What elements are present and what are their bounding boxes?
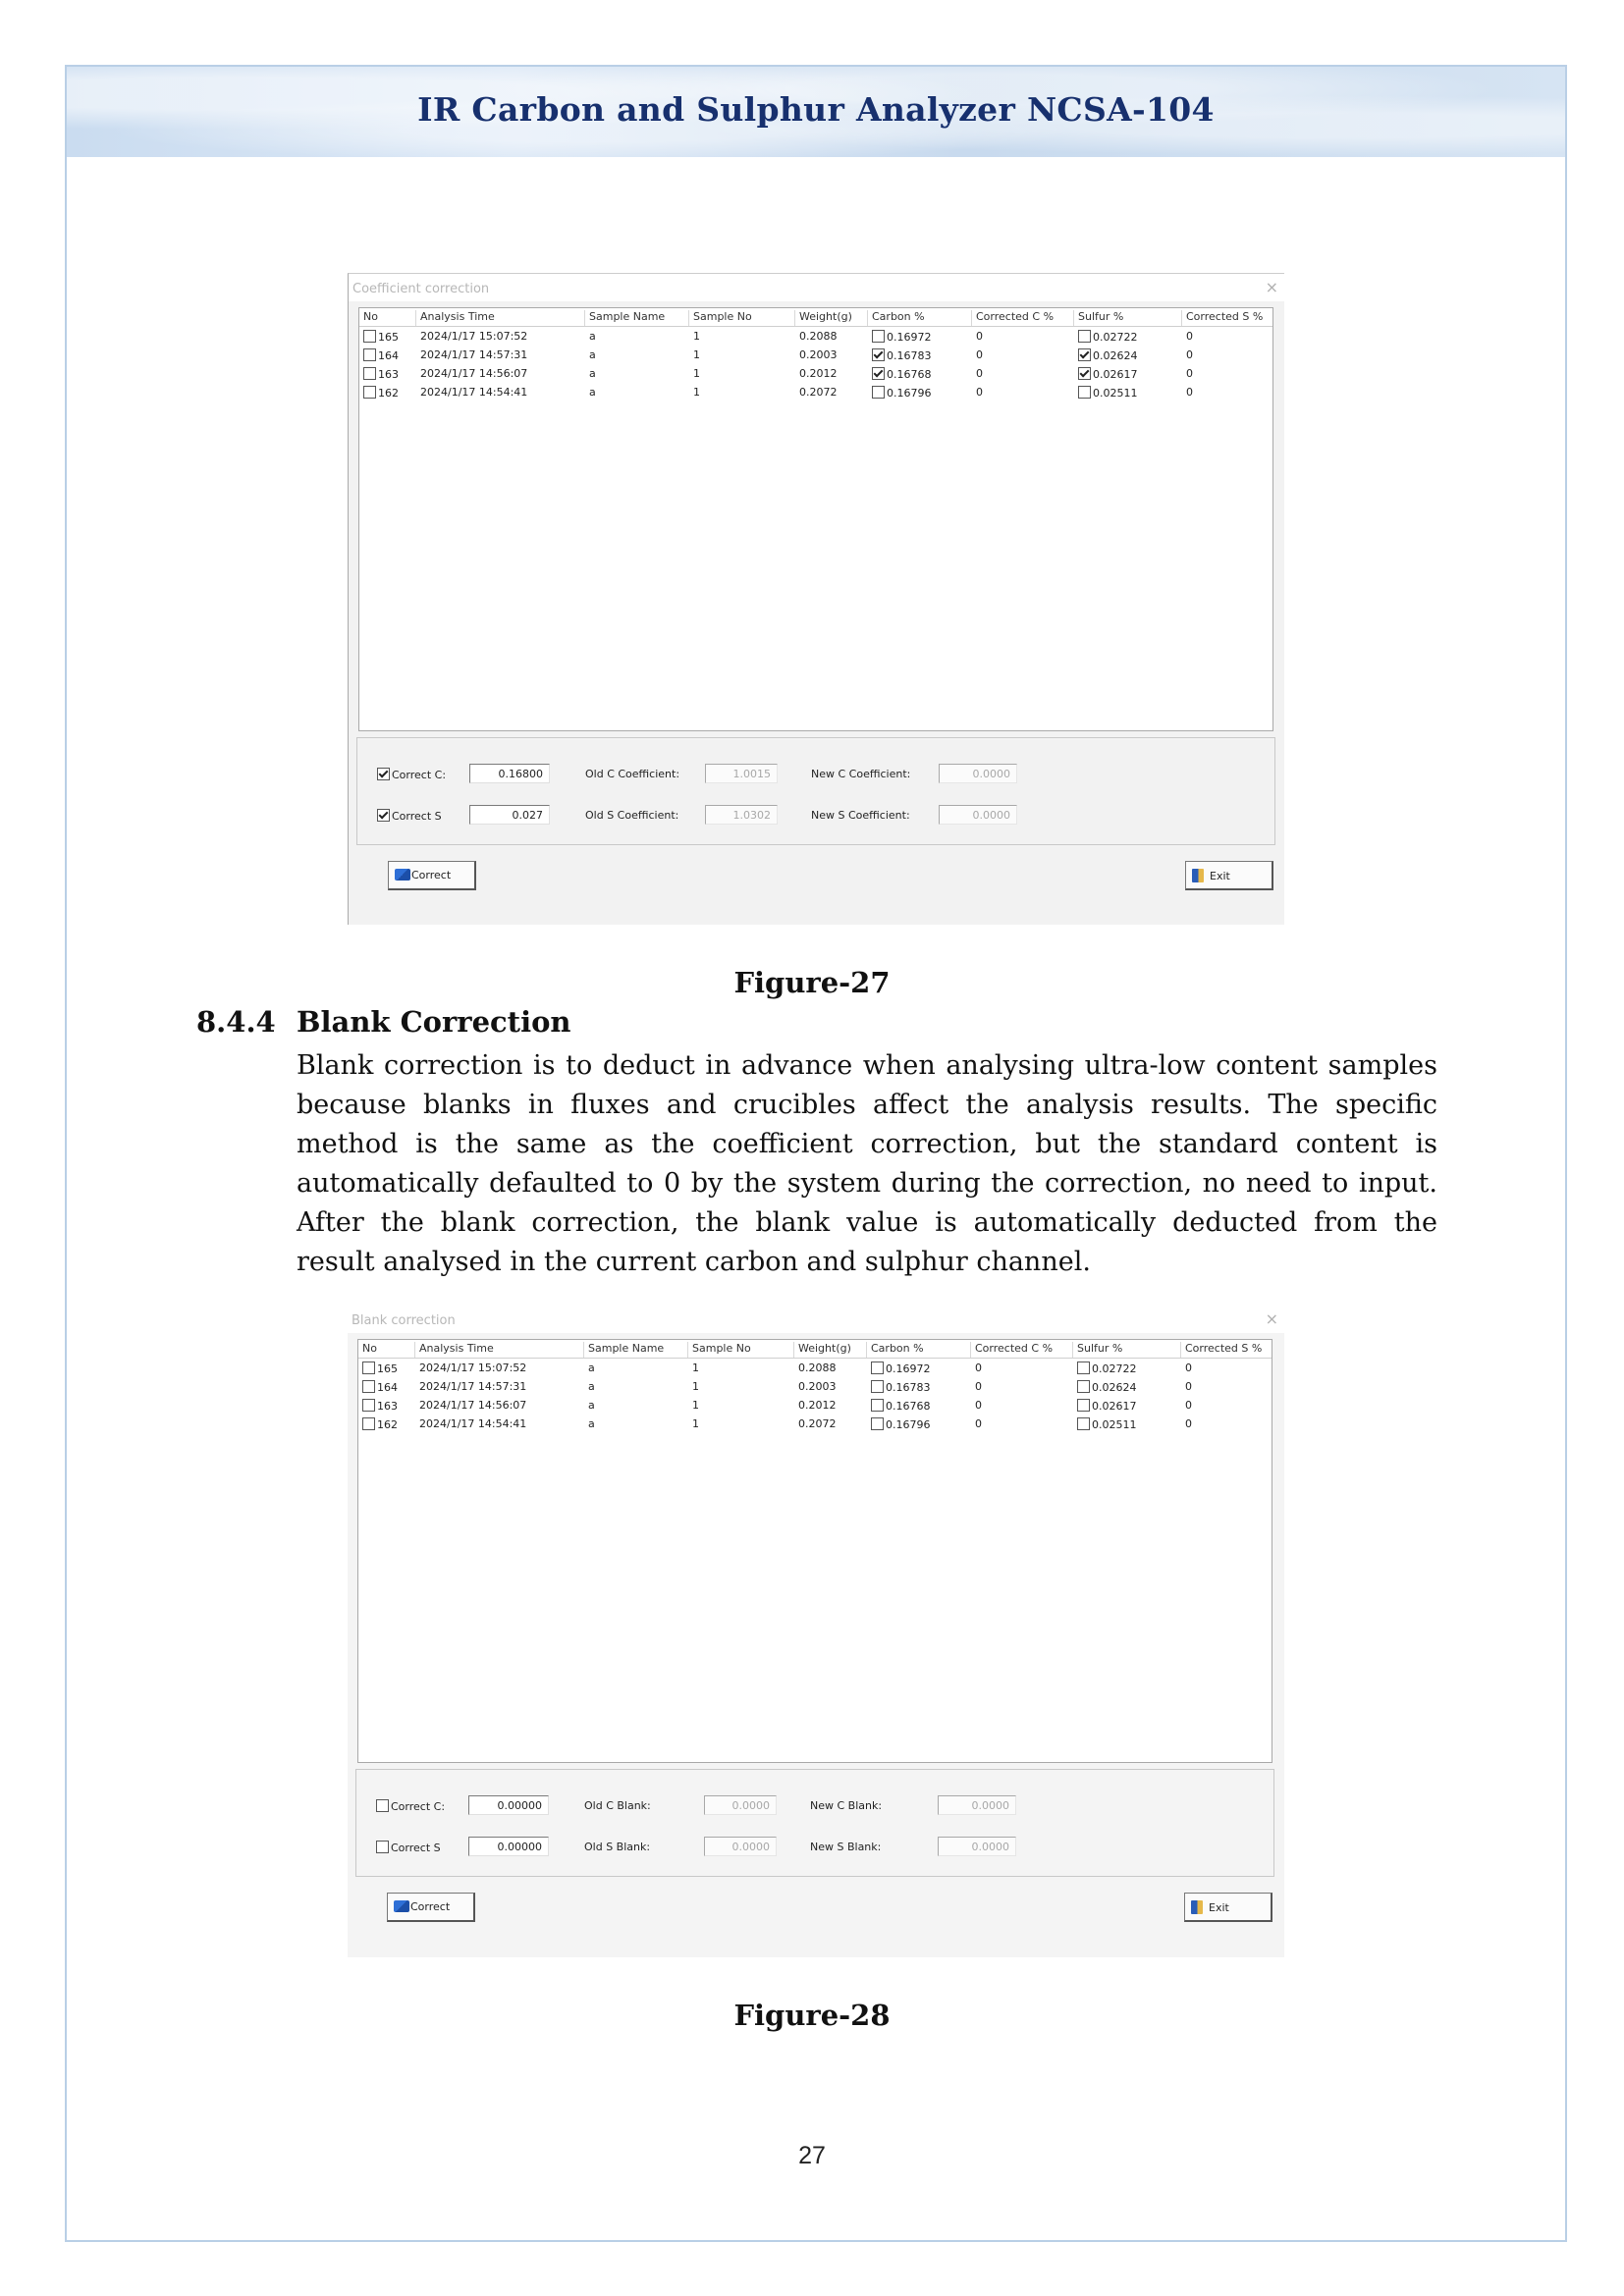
section-number: 8.4.4 [196, 1005, 276, 1039]
cell-sulfur-text: 0.02722 [1092, 1362, 1137, 1375]
cell-sample-no-text: 1 [692, 1362, 699, 1374]
cell-weight-text: 0.2072 [798, 1417, 837, 1430]
cell-sample-no [693, 386, 700, 399]
cell-analysis-time-text: 2024/1/17 14:54:41 [419, 1417, 527, 1430]
cell-sulfur-text: 0.02617 [1092, 1400, 1137, 1413]
cell-corrected-s [1185, 1362, 1192, 1374]
col-header-sample-no[interactable]: Sample No [689, 310, 795, 326]
correct-icon [394, 1900, 409, 1912]
table-row[interactable] [359, 365, 1272, 384]
cell-weight [798, 1380, 837, 1393]
cell-carbon-text: 0.16768 [886, 1400, 931, 1413]
cell-corrected-s-text: 0 [1186, 348, 1193, 361]
cell-corrected-c [975, 1417, 982, 1430]
col-header-sample-no[interactable]: Sample No [688, 1342, 794, 1358]
results-grid[interactable] [357, 1339, 1272, 1763]
cell-corrected-s [1185, 1417, 1192, 1430]
table-row[interactable] [358, 1378, 1272, 1397]
cell-corrected-s [1186, 348, 1193, 361]
correct-button-label: Correct [411, 869, 452, 881]
dialog-title: Coefficient correction [352, 282, 490, 296]
table-row[interactable] [358, 1360, 1272, 1378]
cell-sample-name-text: a [588, 1380, 595, 1393]
cell-sample-name-text: a [589, 367, 596, 380]
checkbox-icon [362, 1417, 375, 1430]
cell-corrected-s-text: 0 [1185, 1417, 1192, 1430]
col-header-weight[interactable]: Weight(g) [795, 310, 868, 326]
cell-carbon-text: 0.16972 [887, 331, 932, 344]
old-c-coefficient-label: Old C Coefficient: [585, 768, 680, 780]
cell-sample-no [692, 1399, 699, 1412]
checkbox-icon [872, 367, 885, 380]
old-c-blank-field: 0.0000 [704, 1795, 777, 1815]
cell-sulfur[interactable] [1077, 1417, 1137, 1431]
col-header-sulfur[interactable]: Sulfur % [1073, 1342, 1181, 1358]
cell-corrected-c [976, 367, 983, 380]
cell-weight-text: 0.2012 [798, 1399, 837, 1412]
cell-corrected-c [976, 330, 983, 343]
cell-carbon[interactable] [872, 330, 932, 344]
col-header-corrected-c[interactable]: Corrected C % [971, 1342, 1073, 1358]
cell-no[interactable] [362, 1362, 398, 1375]
correct-c-label: Correct C: [391, 1800, 446, 1813]
paragraph-line: because blanks in fluxes and crucibles affect the analysis results. The specific [297, 1090, 1437, 1120]
checkbox-icon [1077, 1380, 1090, 1393]
cell-sulfur-text: 0.02624 [1092, 1381, 1137, 1394]
checkbox-icon [362, 1362, 375, 1374]
col-header-no[interactable]: No [359, 310, 416, 326]
cell-no[interactable] [362, 1380, 398, 1394]
cell-analysis-time-text: 2024/1/17 15:07:52 [419, 1362, 527, 1374]
cell-weight [798, 1417, 837, 1430]
correct-s-label: Correct S [392, 810, 442, 823]
page-number: 27 [798, 2142, 826, 2169]
cell-weight [798, 1399, 837, 1412]
cell-analysis-time-text: 2024/1/17 14:57:31 [419, 1380, 527, 1393]
cell-sample-no [693, 367, 700, 380]
cell-sample-name [588, 1380, 595, 1393]
cell-no-text: 162 [378, 387, 399, 400]
cell-corrected-s [1186, 330, 1193, 343]
cell-corrected-c-text: 0 [976, 367, 983, 380]
exit-button-label: Exit [1209, 1901, 1229, 1914]
old-c-coefficient-field: 1.0015 [705, 764, 778, 783]
cell-no[interactable] [362, 1417, 398, 1431]
cell-sulfur-text: 0.02722 [1093, 331, 1138, 344]
dialog-titlebar [349, 274, 1284, 301]
cell-sample-name [588, 1362, 595, 1374]
dialog-body [348, 1333, 1284, 1957]
old-s-blank-label: Old S Blank: [584, 1841, 651, 1853]
cell-no-text: 162 [377, 1418, 398, 1431]
checkbox-icon [871, 1417, 884, 1430]
cell-analysis-time-text: 2024/1/17 14:56:07 [420, 367, 528, 380]
checkbox-icon [1078, 330, 1091, 343]
cell-no[interactable] [363, 330, 399, 344]
correct-button-label: Correct [410, 1900, 451, 1913]
checkbox-icon [1077, 1417, 1090, 1430]
grid-rows [359, 328, 1272, 402]
cell-corrected-s-text: 0 [1185, 1380, 1192, 1393]
correct-s-input[interactable]: 0.00000 [468, 1837, 549, 1856]
correct-c-input[interactable]: 0.16800 [469, 764, 550, 783]
old-s-coefficient-label: Old S Coefficient: [585, 809, 679, 822]
exit-door-icon [1191, 1900, 1203, 1914]
checkbox-icon [362, 1399, 375, 1412]
cell-analysis-time [419, 1417, 526, 1430]
checkbox-icon [377, 809, 390, 822]
cell-sample-no-text: 1 [693, 367, 700, 380]
cell-corrected-s-text: 0 [1186, 367, 1193, 380]
cell-sample-name-text: a [589, 348, 596, 361]
carbon-blank-row [376, 1795, 1264, 1819]
new-c-blank-label: New C Blank: [810, 1799, 883, 1812]
cell-analysis-time [420, 367, 527, 380]
cell-no-text: 163 [377, 1400, 398, 1413]
cell-carbon[interactable] [871, 1362, 931, 1375]
grid-rows [358, 1360, 1272, 1434]
results-grid[interactable] [358, 307, 1273, 731]
cell-carbon-text: 0.16972 [886, 1362, 931, 1375]
col-header-sample-name[interactable]: Sample Name [584, 1342, 688, 1358]
cell-analysis-time [419, 1399, 526, 1412]
cell-carbon-text: 0.16783 [886, 1381, 931, 1394]
table-row[interactable] [359, 384, 1272, 402]
col-header-corrected-s[interactable]: Corrected S % [1186, 310, 1264, 323]
cell-weight-text: 0.2088 [799, 330, 838, 343]
col-header-no[interactable]: No [358, 1342, 415, 1358]
cell-sample-name [589, 330, 596, 343]
cell-sample-no-text: 1 [693, 330, 700, 343]
col-header-sample-name[interactable]: Sample Name [585, 310, 689, 326]
cell-corrected-c-text: 0 [976, 386, 983, 399]
cell-sample-no [692, 1380, 699, 1393]
correct-c-input[interactable]: 0.00000 [468, 1795, 549, 1815]
cell-corrected-s [1186, 367, 1193, 380]
cell-corrected-s-text: 0 [1186, 330, 1193, 343]
cell-analysis-time-text: 2024/1/17 15:07:52 [420, 330, 528, 343]
cell-sample-no [692, 1362, 699, 1374]
cell-weight-text: 0.2072 [799, 386, 838, 399]
close-icon[interactable]: × [1265, 278, 1278, 296]
col-header-weight[interactable]: Weight(g) [794, 1342, 867, 1358]
cell-weight [798, 1362, 837, 1374]
new-s-coefficient-label: New S Coefficient: [811, 809, 910, 822]
cell-sample-name-text: a [589, 330, 596, 343]
correction-settings [356, 737, 1275, 845]
cell-sample-no [693, 348, 700, 361]
grid-header [359, 308, 1272, 327]
new-s-coefficient-field: 0.0000 [939, 805, 1017, 825]
correct-s-checkbox[interactable] [377, 809, 442, 823]
cell-no-text: 163 [378, 368, 399, 381]
cell-sample-name [588, 1399, 595, 1412]
cell-corrected-s [1185, 1380, 1192, 1393]
section-title: Blank Correction [297, 1005, 571, 1039]
correction-settings [355, 1769, 1274, 1877]
cell-carbon[interactable] [871, 1399, 931, 1413]
new-c-coefficient-field: 0.0000 [939, 764, 1017, 783]
cell-analysis-time-text: 2024/1/17 14:54:41 [420, 386, 528, 399]
cell-analysis-time [420, 330, 527, 343]
table-row[interactable] [359, 347, 1272, 365]
dialog-titlebar [348, 1306, 1284, 1333]
cell-sample-no [693, 330, 700, 343]
checkbox-icon [362, 1380, 375, 1393]
new-s-blank-label: New S Blank: [810, 1841, 882, 1853]
cell-weight [799, 330, 838, 343]
checkbox-icon [872, 330, 885, 343]
cell-weight-text: 0.2003 [798, 1380, 837, 1393]
exit-button[interactable] [1184, 1893, 1272, 1922]
cell-no-text: 164 [377, 1381, 398, 1394]
cell-carbon[interactable] [872, 367, 932, 381]
correct-c-checkbox[interactable] [376, 1799, 445, 1813]
paragraph-line: Blank correction is to deduct in advance when analysing ultra-low content samples [297, 1050, 1437, 1081]
cell-corrected-c-text: 0 [975, 1362, 982, 1374]
cell-sample-name-text: a [588, 1399, 595, 1412]
blank-correction-dialog [348, 1306, 1284, 1957]
figure-27-caption: Figure-27 [733, 966, 891, 999]
paragraph-line: automatically defaulted to 0 by the system during the correction, no need to input. [297, 1168, 1437, 1199]
dialog-body [349, 301, 1284, 925]
checkbox-icon [872, 348, 885, 361]
cell-carbon[interactable] [871, 1417, 931, 1431]
correct-c-label: Correct C: [392, 769, 447, 781]
checkbox-icon [1077, 1399, 1090, 1412]
correct-s-label: Correct S [391, 1842, 441, 1854]
checkbox-icon [871, 1399, 884, 1412]
cell-carbon-text: 0.16796 [887, 387, 932, 400]
cell-carbon[interactable] [872, 348, 932, 362]
cell-sulfur-text: 0.02511 [1092, 1418, 1137, 1431]
table-row[interactable] [358, 1397, 1272, 1415]
cell-analysis-time [419, 1362, 526, 1374]
cell-sample-name [589, 386, 596, 399]
cell-sample-name-text: a [588, 1362, 595, 1374]
exit-button[interactable] [1185, 861, 1273, 890]
cell-corrected-c-text: 0 [975, 1399, 982, 1412]
checkbox-icon [1077, 1362, 1090, 1374]
cell-weight-text: 0.2003 [799, 348, 838, 361]
cell-corrected-s [1186, 386, 1193, 399]
cell-weight-text: 0.2012 [799, 367, 838, 380]
section-heading [196, 1005, 571, 1039]
cell-sulfur[interactable] [1078, 330, 1138, 344]
table-row[interactable] [358, 1415, 1272, 1434]
cell-sample-name [588, 1417, 595, 1430]
checkbox-icon [376, 1799, 389, 1812]
cell-analysis-time [419, 1380, 526, 1393]
cell-carbon[interactable] [872, 386, 932, 400]
cell-weight [799, 367, 838, 380]
correct-s-checkbox[interactable] [376, 1841, 441, 1854]
checkbox-icon [1078, 386, 1091, 399]
old-s-blank-field: 0.0000 [704, 1837, 777, 1856]
cell-weight [799, 386, 838, 399]
page-header [67, 67, 1565, 157]
cell-sample-no-text: 1 [692, 1380, 699, 1393]
checkbox-icon [377, 768, 390, 780]
cell-sulfur[interactable] [1078, 348, 1138, 362]
correct-icon [395, 869, 410, 881]
correct-button[interactable] [387, 1893, 475, 1922]
cell-corrected-s-text: 0 [1185, 1362, 1192, 1374]
cell-sulfur[interactable] [1077, 1380, 1137, 1394]
cell-sample-no [692, 1417, 699, 1430]
correct-s-input[interactable]: 0.027 [469, 805, 550, 825]
cell-no-text: 165 [377, 1362, 398, 1375]
cell-sulfur[interactable] [1077, 1399, 1137, 1413]
cell-sulfur-text: 0.02624 [1093, 349, 1138, 362]
checkbox-icon [376, 1841, 389, 1853]
checkbox-icon [363, 386, 376, 399]
cell-sample-name [589, 367, 596, 380]
cell-weight-text: 0.2088 [798, 1362, 837, 1374]
cell-corrected-c [975, 1380, 982, 1393]
checkbox-icon [872, 386, 885, 399]
cell-carbon[interactable] [871, 1380, 931, 1394]
cell-sample-name [589, 348, 596, 361]
grid-header [358, 1340, 1272, 1359]
cell-carbon-text: 0.16783 [887, 349, 932, 362]
header-title: IR Carbon and Sulphur Analyzer NCSA-104 [417, 90, 1215, 129]
cell-no[interactable] [363, 348, 399, 362]
checkbox-icon [1078, 367, 1091, 380]
cell-sample-no-text: 1 [692, 1399, 699, 1412]
cell-corrected-c-text: 0 [976, 330, 983, 343]
cell-sulfur-text: 0.02511 [1093, 387, 1138, 400]
paragraph-line: method is the same as the coefficient correction, but the standard content is [297, 1129, 1437, 1159]
sulfur-blank-row [376, 1837, 1264, 1860]
cell-sample-no-text: 1 [693, 348, 700, 361]
cell-corrected-s-text: 0 [1185, 1399, 1192, 1412]
cell-no-text: 164 [378, 349, 399, 362]
old-s-coefficient-field: 1.0302 [705, 805, 778, 825]
col-header-sulfur[interactable]: Sulfur % [1074, 310, 1182, 326]
cell-sulfur-text: 0.02617 [1093, 368, 1138, 381]
new-c-coefficient-label: New C Coefficient: [811, 768, 911, 780]
cell-analysis-time-text: 2024/1/17 14:56:07 [419, 1399, 527, 1412]
cell-sulfur[interactable] [1078, 386, 1138, 400]
close-icon[interactable]: × [1265, 1309, 1278, 1328]
dialog-title: Blank correction [352, 1313, 456, 1328]
paragraph-line: After the blank correction, the blank value is automatically deducted from the [297, 1207, 1437, 1238]
exit-button-label: Exit [1210, 870, 1230, 882]
exit-door-icon [1192, 869, 1204, 882]
cell-carbon-text: 0.16768 [887, 368, 932, 381]
old-c-blank-label: Old C Blank: [584, 1799, 651, 1812]
sulfur-correction-row [377, 805, 1265, 828]
cell-corrected-s [1185, 1399, 1192, 1412]
cell-corrected-c-text: 0 [975, 1380, 982, 1393]
cell-corrected-c [976, 386, 983, 399]
col-header-analysis-time[interactable]: Analysis Time [415, 1342, 584, 1358]
cell-sulfur[interactable] [1077, 1362, 1137, 1375]
correct-c-checkbox[interactable] [377, 768, 446, 781]
checkbox-icon [871, 1362, 884, 1374]
checkbox-icon [871, 1380, 884, 1393]
correct-button[interactable] [388, 861, 476, 890]
checkbox-icon [1078, 348, 1091, 361]
cell-corrected-c [975, 1399, 982, 1412]
carbon-correction-row [377, 764, 1265, 787]
cell-analysis-time-text: 2024/1/17 14:57:31 [420, 348, 528, 361]
col-header-analysis-time[interactable]: Analysis Time [416, 310, 585, 326]
cell-corrected-c-text: 0 [975, 1417, 982, 1430]
paragraph-line: result analysed in the current carbon and sulphur channel. [297, 1247, 1091, 1277]
cell-weight [799, 348, 838, 361]
cell-analysis-time [420, 386, 527, 399]
cell-no-text: 165 [378, 331, 399, 344]
cell-sample-no-text: 1 [692, 1417, 699, 1430]
cell-no[interactable] [362, 1399, 398, 1413]
cell-no[interactable] [363, 386, 399, 400]
checkbox-icon [363, 330, 376, 343]
cell-corrected-c-text: 0 [976, 348, 983, 361]
new-c-blank-field: 0.0000 [938, 1795, 1016, 1815]
checkbox-icon [363, 348, 376, 361]
col-header-carbon[interactable]: Carbon % [867, 1342, 971, 1358]
cell-corrected-s-text: 0 [1186, 386, 1193, 399]
new-s-blank-field: 0.0000 [938, 1837, 1016, 1856]
table-row[interactable] [359, 328, 1272, 347]
checkbox-icon [363, 367, 376, 380]
figure-28-caption: Figure-28 [733, 1999, 891, 2032]
coefficient-correction-dialog [348, 273, 1284, 925]
cell-corrected-c [975, 1362, 982, 1374]
cell-sample-name-text: a [588, 1417, 595, 1430]
cell-sample-name-text: a [589, 386, 596, 399]
section-paragraph [297, 1046, 1437, 1282]
col-header-corrected-s[interactable]: Corrected S % [1185, 1342, 1263, 1355]
col-header-carbon[interactable]: Carbon % [868, 310, 972, 326]
col-header-corrected-c[interactable]: Corrected C % [972, 310, 1074, 326]
cell-sample-no-text: 1 [693, 386, 700, 399]
cell-sulfur[interactable] [1078, 367, 1138, 381]
cell-no[interactable] [363, 367, 399, 381]
cell-analysis-time [420, 348, 527, 361]
cell-carbon-text: 0.16796 [886, 1418, 931, 1431]
cell-corrected-c [976, 348, 983, 361]
